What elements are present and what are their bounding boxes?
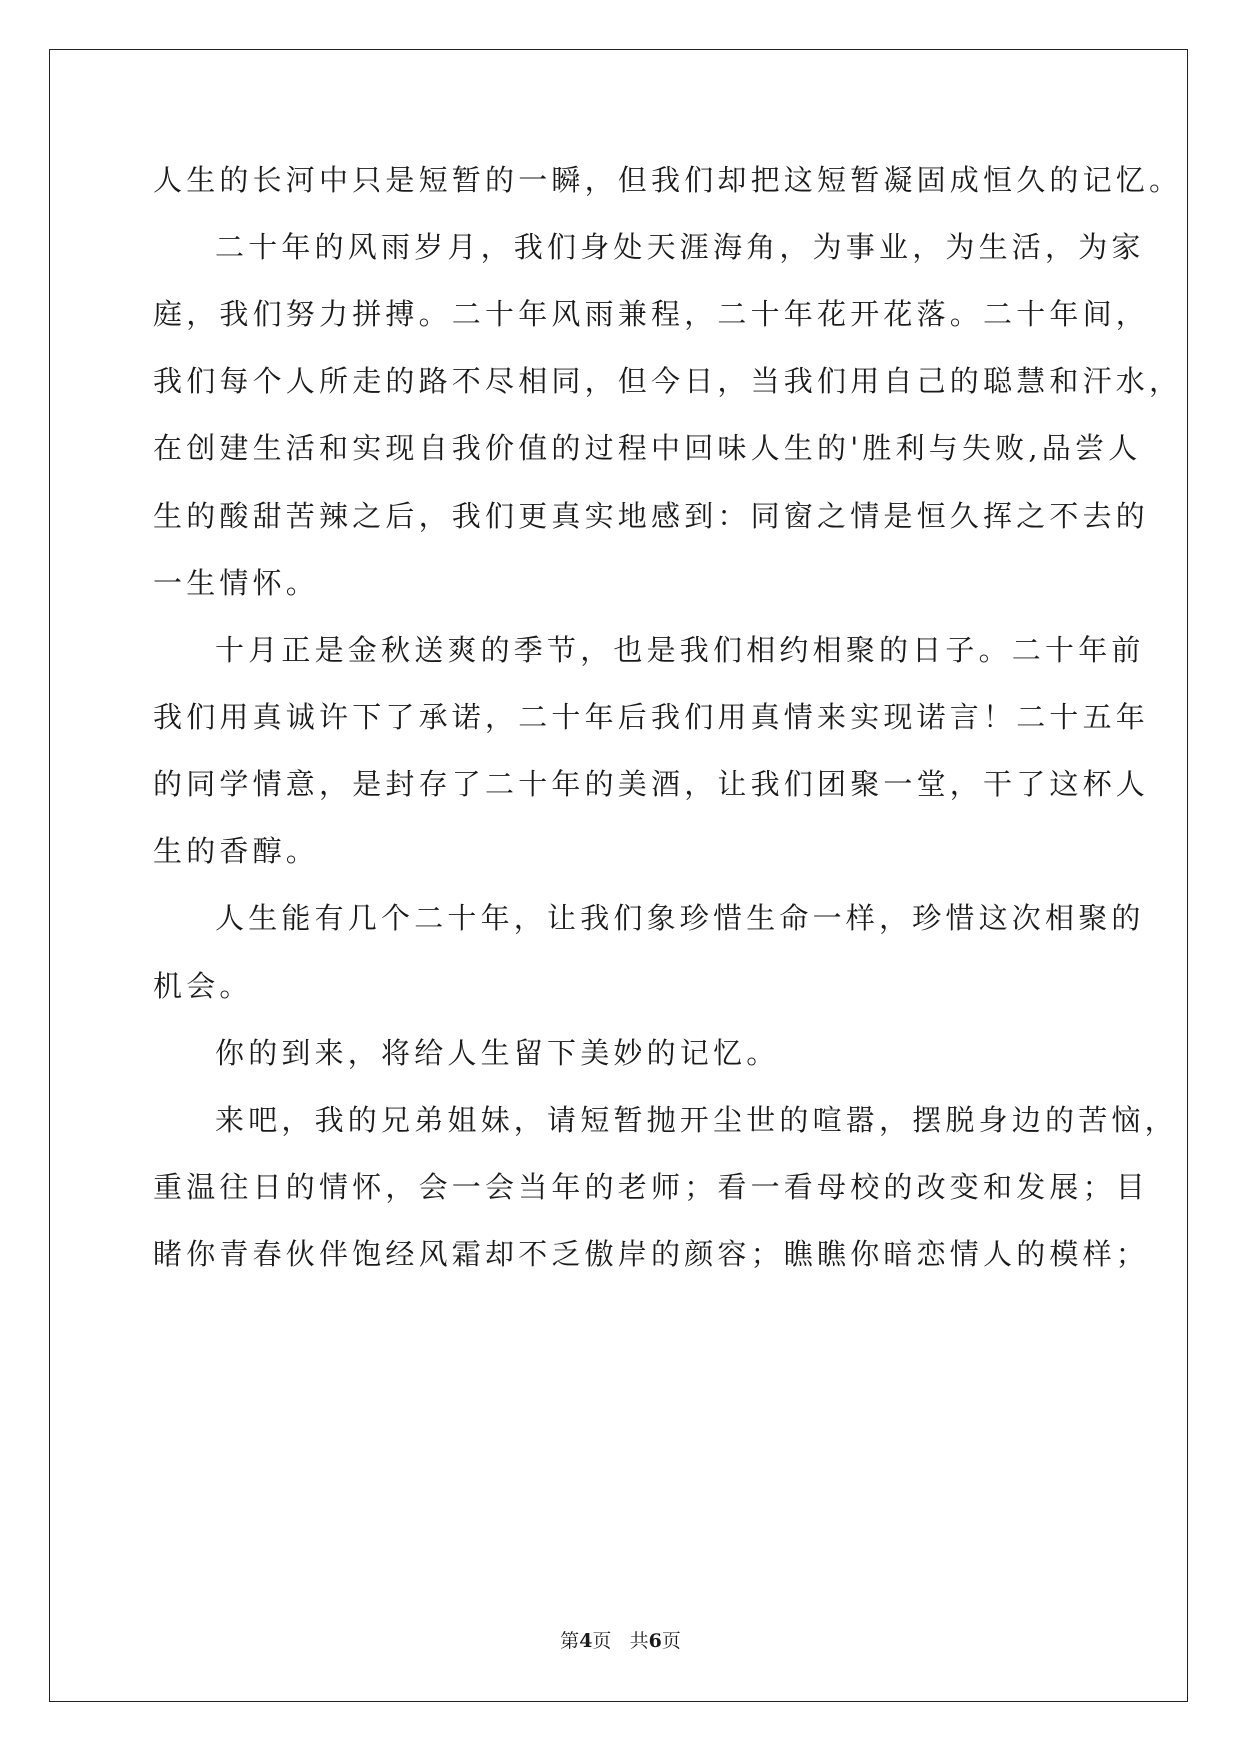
text-line: 我们用真诚许下了承诺，二十年后我们用真情来实现诺言！二十五年 <box>153 700 1150 734</box>
text-line: 生的香醇。 <box>153 834 320 868</box>
text-line: 来吧，我的兄弟姐妹，请短暂抛开尘世的喧嚣，摆脱身边的苦恼， <box>215 1103 1178 1137</box>
text-line: 庭，我们努力拼搏。二十年风雨兼程，二十年花开花落。二十年间， <box>153 297 1150 331</box>
text-line: 十月正是金秋送爽的季节，也是我们相约相聚的日子。二十年前 <box>215 633 1145 667</box>
page-total: 6 <box>648 1630 662 1652</box>
text-line: 人生的长河中只是短暂的一瞬，但我们却把这短暂凝固成恒久的记忆。 <box>153 163 1183 197</box>
page-footer <box>0 1626 1241 1653</box>
text-line: 二十年的风雨岁月，我们身处天涯海角，为事业，为生活，为家 <box>215 230 1145 264</box>
text-line: 在创建生活和实现自我价值的过程中回味人生的'胜利与失败,品尝人 <box>153 431 1142 465</box>
text-line: 机会。 <box>153 969 253 1003</box>
text-line: 的同学情意，是封存了二十年的美酒，让我们团聚一堂，干了这杯人 <box>153 767 1150 801</box>
text-line: 生的酸甜苦辣之后，我们更真实地感到：同窗之情是恒久挥之不去的 <box>153 499 1150 533</box>
page-current: 4 <box>579 1630 593 1652</box>
page-prefix: 第 <box>560 1630 580 1652</box>
text-line: 我们每个人所走的路不尽相同，但今日，当我们用自己的聪慧和汗水， <box>153 364 1183 398</box>
text-line: 睹你青春伙伴饱经风霜却不乏傲岸的颜容；瞧瞧你暗恋情人的模样； <box>153 1237 1150 1271</box>
text-line: 人生能有几个二十年，让我们象珍惜生命一样，珍惜这次相聚的 <box>215 901 1145 935</box>
total-suffix: 页 <box>661 1630 681 1652</box>
page-suffix: 页 <box>592 1630 612 1652</box>
text-line: 你的到来，将给人生留下美妙的记忆。 <box>215 1036 780 1070</box>
total-prefix: 共 <box>629 1630 649 1652</box>
text-line: 一生情怀。 <box>153 566 320 600</box>
text-line: 重温往日的情怀，会一会当年的老师；看一看母校的改变和发展；目 <box>153 1170 1150 1204</box>
